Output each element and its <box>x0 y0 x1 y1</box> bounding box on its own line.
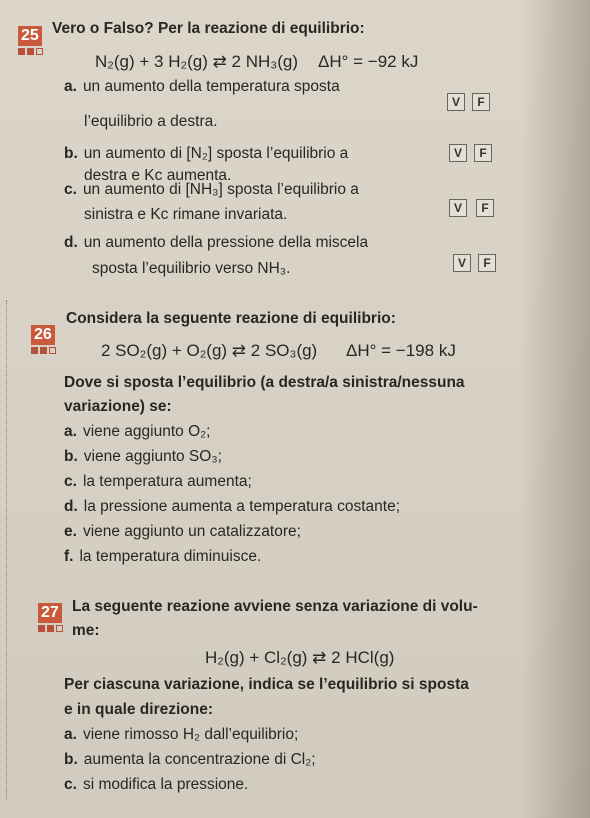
q27-prompt-line1: Per ciascuna variazione, indica se l’equilibrio si sposta <box>64 676 469 693</box>
item-letter: c. <box>64 473 77 490</box>
q26-item-c <box>64 473 252 491</box>
false-checkbox-d[interactable]: F <box>478 254 496 272</box>
q26-enthalpy: ΔH° = −198 kJ <box>346 341 456 360</box>
q26-prompt-line2: variazione) se: <box>64 398 172 415</box>
false-checkbox-b[interactable]: F <box>474 144 492 162</box>
q27-question-line2: me: <box>72 622 100 639</box>
difficulty-indicator-25 <box>18 48 43 55</box>
q25-item-a-line1 <box>64 78 340 96</box>
q25-item-b-line2: destra e Kc aumenta. <box>84 167 232 184</box>
q27-item-a <box>64 726 298 744</box>
item-text: viene aggiunto un catalizzatore; <box>82 523 301 540</box>
difficulty-indicator-27 <box>38 625 63 632</box>
item-letter: b. <box>64 145 78 162</box>
q25-enthalpy: ΔH° = −92 kJ <box>318 52 419 71</box>
true-checkbox-b[interactable]: V <box>449 144 467 162</box>
true-checkbox-c[interactable]: V <box>449 199 467 217</box>
item-text: viene aggiunto SO₃; <box>83 448 222 465</box>
exercise-number-27: 27 <box>38 603 62 623</box>
item-letter: a. <box>64 423 77 440</box>
q27-item-c <box>64 776 248 794</box>
item-text: un aumento di [N₂] sposta l’equilibrio a <box>83 145 349 162</box>
item-letter: a. <box>64 726 77 743</box>
q26-item-a <box>64 423 210 441</box>
item-letter: d. <box>64 498 78 515</box>
item-letter: d. <box>64 234 78 251</box>
true-checkbox-d[interactable]: V <box>453 254 471 272</box>
item-text: la temperatura aumenta; <box>82 473 252 490</box>
q27-reaction: H₂(g) + Cl₂(g) ⇄ 2 HCl(g) <box>205 648 395 667</box>
item-letter: a. <box>64 78 77 95</box>
item-letter: b. <box>64 751 78 768</box>
q26-item-d <box>64 498 400 516</box>
q25-item-a-line2: l’equilibrio a destra. <box>84 113 218 130</box>
difficulty-indicator-26 <box>31 347 56 354</box>
exercise-number-26: 26 <box>31 325 55 345</box>
item-text: viene aggiunto O₂; <box>82 423 211 440</box>
item-text: un aumento della pressione della miscela <box>83 234 369 251</box>
item-letter: e. <box>64 523 77 540</box>
item-letter: b. <box>64 448 78 465</box>
item-letter: f. <box>64 548 74 565</box>
q26-item-e <box>64 523 301 541</box>
item-text: si modifica la pressione. <box>82 776 249 793</box>
q25-question: Vero o Falso? Per la reazione di equilibrio: <box>52 20 365 37</box>
q26-reaction: 2 SO₂(g) + O₂(g) ⇄ 2 SO₃(g) <box>101 341 318 360</box>
q26-item-b <box>64 448 222 466</box>
q27-item-b <box>64 751 316 769</box>
margin-dotted-line <box>6 300 7 800</box>
q27-question-line1: La seguente reazione avviene senza variazione di volu- <box>72 598 478 615</box>
q25-item-b-line1 <box>64 145 348 163</box>
page-shadow <box>520 0 590 818</box>
q26-prompt-line1: Dove si sposta l’equilibrio (a destra/a sinistra/nessuna <box>64 374 465 391</box>
item-text: viene rimosso H₂ dall’equilibrio; <box>82 726 299 743</box>
item-text: un aumento della temperatura sposta <box>82 78 340 95</box>
false-checkbox-c[interactable]: F <box>476 199 494 217</box>
q25-item-c-line1 <box>64 181 359 199</box>
item-text: aumenta la concentrazione di Cl₂; <box>83 751 316 768</box>
q25-item-d-line1 <box>64 234 368 252</box>
false-checkbox-a[interactable]: F <box>472 93 490 111</box>
item-letter: c. <box>64 776 77 793</box>
true-checkbox-a[interactable]: V <box>447 93 465 111</box>
q25-item-d-line2: sposta l’equilibrio verso NH₃. <box>92 260 291 277</box>
q27-prompt-line2: e in quale direzione: <box>64 701 213 718</box>
item-text: la temperatura diminuisce. <box>79 548 262 565</box>
exercise-number-25: 25 <box>18 26 42 46</box>
q26-item-f <box>64 548 261 566</box>
q25-reaction: N₂(g) + 3 H₂(g) ⇄ 2 NH₃(g) <box>95 52 298 71</box>
item-text: un aumento di [NH₃] sposta l’equilibrio a <box>82 181 359 198</box>
q25-item-c-line2: sinistra e Kc rimane invariata. <box>84 206 288 223</box>
item-text: la pressione aumenta a temperatura costante; <box>83 498 400 515</box>
item-letter: c. <box>64 181 77 198</box>
q26-question: Considera la seguente reazione di equilibrio: <box>66 310 396 327</box>
